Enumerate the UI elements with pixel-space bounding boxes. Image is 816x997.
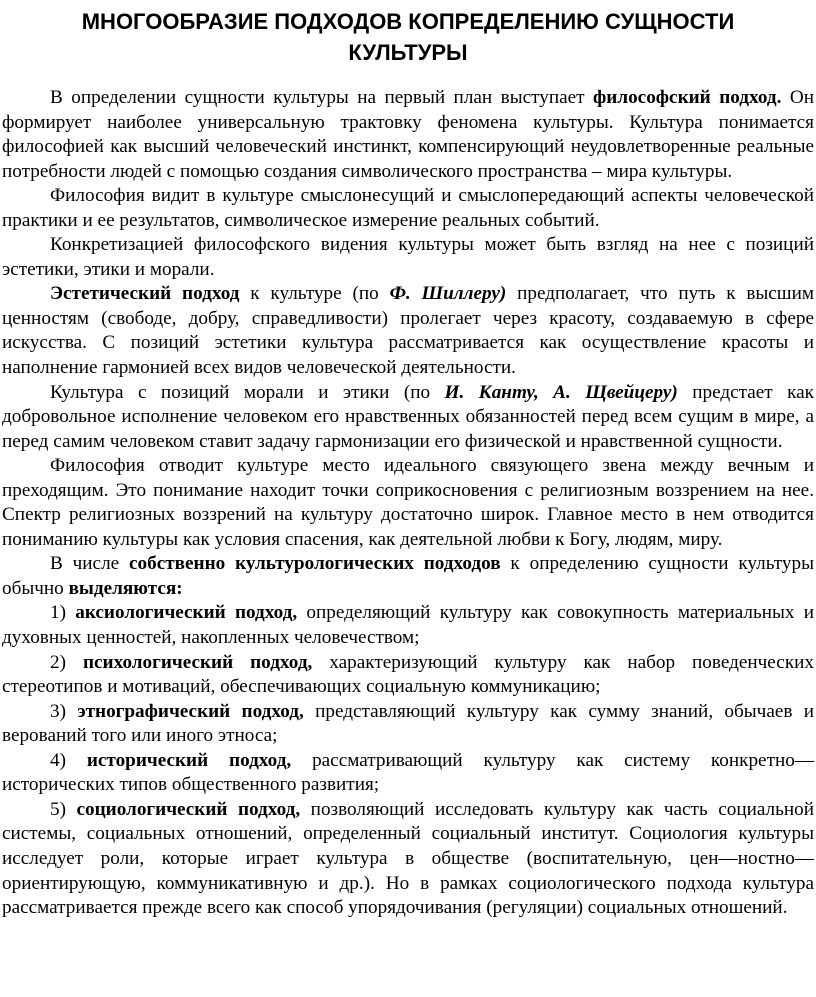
list-text: рассматривающий культуру как систему конкретно—исторических типов общественного развития;: [2, 749, 815, 796]
paragraph-text: Культура с позиций морали и этики (по: [50, 381, 445, 403]
paragraph-ideal-link: Философия отводит культуре место идеального связующего звена между вечным и преходящим. Это понимание находит точки соприкосновения с религиозным воззрением на нее. Спектр религиозных воззрений на культуру достаточно широк. Главное место в нем отводится пониманию культуры как условия спасения, как деятельной любви к Богу, людям, миру.: [2, 455, 814, 550]
list-text: определяющий культуру как совокупность материальных и духовных ценностей, накопленных человечеством;: [2, 602, 814, 649]
page-title: МНОГООБРАЗИЕ ПОДХОДОВ КОПРЕДЕЛЕНИЮ СУЩНОСТИ КУЛЬТУРЫ: [81, 9, 735, 65]
paragraph-culturological-approaches: [2, 552, 814, 601]
list-term: этнографический подход,: [77, 700, 304, 722]
paragraph-text: Он формирует наиболее универсальную трактовку феномена культуры. Культура понимается философией как высший человеческий инстинкт, компенсирующий неудовлетворенные реальные потребности людей с помощью создания символического пространства – мира культуры.: [2, 87, 815, 182]
document-body: [2, 86, 814, 921]
paragraph-text: В числе: [50, 553, 130, 575]
list-term: психологический подход,: [82, 651, 313, 673]
list-item-ethnographic: [2, 700, 814, 749]
list-text: представляющий культуру как сумму знаний, обычаев и верований того или иного этноса;: [2, 700, 815, 747]
paragraph-moral-ethics: [2, 381, 814, 455]
paragraph-philosophical-approach: [2, 86, 814, 184]
list-item-historical: [2, 749, 814, 798]
list-term: социологический подход,: [76, 798, 301, 820]
list-number: 4): [50, 749, 87, 771]
list-number: 2): [50, 651, 83, 673]
bold-term: выделяются:: [68, 577, 183, 599]
bold-italic-author: Ф. Шиллеру): [389, 283, 507, 305]
paragraph-text: к культуре (по: [239, 283, 390, 305]
bold-term: философский подход.: [592, 87, 782, 108]
bold-term: Эстетический подход: [50, 283, 240, 305]
paragraph-philosophy-sees: Философия видит в культуре смыслонесущий и смыслопередающий аспекты человеческой практики и ее результатов, символическое измерение реальных событий.: [2, 185, 814, 231]
list-text: характеризующий культуру как набор поведенческих стереотипов и мотиваций, обеспечивающих социальную коммуникацию;: [2, 651, 815, 698]
paragraph-text: к определению сущности культуры обычно: [2, 553, 814, 599]
paragraph-text: В определении сущности культуры на первый план выступает: [50, 87, 593, 108]
list-text: позволяющий исследовать культуру как часть социальной системы, социальных отношений, определенный социальный институт. Социология культуры исследует роли, которые играет культура в обществе (воспитательную, цен—ностно—ориентирующую, коммуникативную и др.). Но в рамках социологического подхода культура рассматривается прежде всего как способ упорядочивания (регуляции) социальных отношений.: [2, 798, 814, 919]
list-number: 5): [50, 798, 77, 820]
paragraph-text: предстает как добровольное исполнение человеком его нравственных обязанностей перед всем сущим в мире, а перед самим человеком ставит задачу гармонизации его физической и нравственной сущности.: [2, 381, 814, 452]
bold-italic-author: И. Канту, А. Щвейцеру): [444, 381, 678, 403]
paragraph-aesthetic-approach: [2, 282, 814, 380]
list-item-psychological: [2, 651, 814, 700]
list-item-sociological: [2, 798, 814, 921]
paragraph-concretization: Конкретизацией философского видения культуры может быть взгляд на нее с позиций эстетики, этики и морали.: [2, 234, 814, 280]
list-number: 3): [50, 700, 78, 722]
list-term: аксиологический подход,: [75, 602, 298, 624]
list-term: исторический подход,: [86, 749, 292, 771]
bold-term: собственно культурологических подходов: [129, 553, 501, 575]
list-number: 1): [50, 602, 76, 624]
list-item-axiological: [2, 601, 814, 650]
paragraph-text: предполагает, что путь к высшим ценностям (свободе, добру, справедливости) пролегает через красоту, создаваемую в сфере искусства. С позиций эстетики культура рассматривается как осуществление красоты и наполнение гармонией всех видов человеческой деятельности.: [2, 283, 814, 379]
